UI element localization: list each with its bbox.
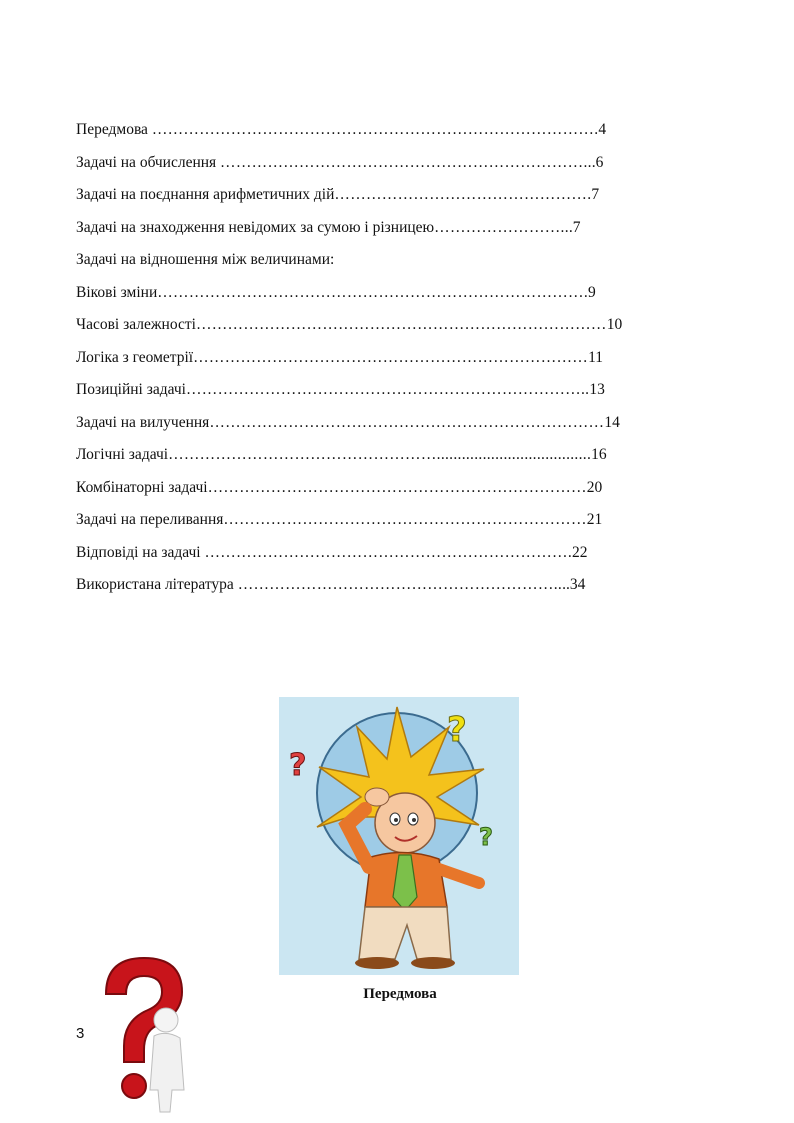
toc-leader: ………………………………………………………………… bbox=[193, 348, 589, 366]
toc-title: Задачі на переливання bbox=[76, 511, 224, 528]
toc-page: 7 bbox=[591, 186, 600, 203]
trousers-shape bbox=[359, 907, 451, 959]
toc-leader: …………………………………………………………………… bbox=[195, 316, 607, 333]
toc-leader: ……………………………………………………………. bbox=[204, 543, 573, 561]
toc-title: Задачі на відношення між величинами: bbox=[76, 251, 335, 268]
toc-title: Використана література bbox=[76, 576, 238, 593]
toc-leader: …………………………………………………………………………. bbox=[151, 121, 599, 138]
toc-page: 22 bbox=[572, 543, 588, 561]
toc-title: Позиційні задачі bbox=[76, 381, 186, 398]
thinking-boy-icon bbox=[279, 697, 519, 975]
arm-right bbox=[439, 869, 479, 883]
toc-entry[interactable] bbox=[76, 147, 716, 180]
toc-leader: …………………….. bbox=[434, 218, 569, 236]
illustration-caption: Передмова bbox=[363, 986, 437, 1002]
toc-leader: …………………………………………………………… bbox=[223, 511, 587, 528]
toc-leader: ………………………………………………………………… bbox=[209, 413, 605, 431]
toc-leader: ………………………………………………………………….. bbox=[185, 381, 590, 398]
toc-entry[interactable] bbox=[76, 114, 716, 147]
toc-page: .6 bbox=[591, 153, 604, 171]
page-number: 3 bbox=[76, 1025, 85, 1042]
toc-title: Вікові зміни bbox=[76, 283, 158, 301]
toc-title: Логічні задачі bbox=[76, 446, 169, 463]
toc-page: 11 bbox=[588, 348, 604, 366]
toc-title: Логіка з геометрії bbox=[76, 348, 194, 366]
toc-entry[interactable] bbox=[76, 504, 716, 537]
red-question-dot bbox=[122, 1074, 146, 1098]
toc-entry[interactable] bbox=[76, 537, 716, 570]
toc-page: 14 bbox=[604, 413, 620, 431]
toc-page: 10 bbox=[606, 316, 623, 333]
toc-page: 9 bbox=[588, 283, 596, 301]
toc-title: Задачі на обчислення bbox=[76, 153, 221, 171]
cartoon-illustration bbox=[279, 697, 519, 975]
pupil-left bbox=[394, 818, 398, 822]
toc-title: Часові залежності bbox=[76, 316, 196, 333]
toc-entry[interactable] bbox=[76, 472, 716, 505]
toc-entry[interactable] bbox=[76, 179, 716, 212]
toc-leader: …………………………………………. bbox=[334, 186, 592, 203]
toc-page: 20 bbox=[586, 478, 603, 496]
toc-title: Задачі на вилучення bbox=[76, 413, 210, 431]
figure-head bbox=[154, 1008, 178, 1032]
toc-page: 16 bbox=[591, 446, 607, 463]
question-mark-icon: ? bbox=[447, 710, 467, 750]
toc-entry[interactable] bbox=[76, 569, 716, 602]
toc-entry[interactable] bbox=[76, 407, 716, 440]
toc-title: Відповіді на задачі bbox=[76, 543, 205, 561]
toc-entry[interactable] bbox=[76, 342, 716, 375]
toc-page: 21 bbox=[586, 511, 603, 528]
toc-leader: ……………………………………………………………… bbox=[207, 478, 587, 496]
toc-entry[interactable] bbox=[76, 439, 716, 472]
shoe-left bbox=[355, 957, 399, 969]
shoe-right bbox=[411, 957, 455, 969]
question-figure-icon bbox=[88, 950, 198, 1118]
toc-leader: ………………………………………………………………………. bbox=[157, 283, 589, 301]
toc-page: .7 bbox=[568, 218, 581, 236]
toc-title: Комбінаторні задачі bbox=[76, 478, 208, 496]
pupil-right bbox=[412, 818, 416, 822]
toc-title: Передмова bbox=[76, 121, 152, 138]
toc-entry[interactable] bbox=[76, 277, 716, 310]
figure-body bbox=[150, 1033, 184, 1112]
toc-section-heading bbox=[76, 244, 716, 277]
toc-page: ..34 bbox=[562, 576, 586, 593]
toc-entry[interactable] bbox=[76, 374, 716, 407]
toc-entry[interactable] bbox=[76, 309, 716, 342]
question-mark-icon: ? bbox=[289, 748, 307, 783]
toc-page: 4 bbox=[598, 121, 607, 138]
toc-entry[interactable] bbox=[76, 212, 716, 245]
toc-page: 13 bbox=[589, 381, 605, 398]
table-of-contents bbox=[76, 114, 716, 602]
toc-title: Задачі на поєднання арифметичних дій bbox=[76, 186, 335, 203]
toc-title: Задачі на знаходження невідомих за сумою і різницею bbox=[76, 218, 435, 236]
toc-leader: …………………………………………………….. bbox=[237, 576, 563, 593]
question-mark-icon: ? bbox=[479, 823, 493, 851]
toc-leader: ……………………………………………..................................... bbox=[168, 446, 592, 463]
toc-leader: …………………………………………………………….. bbox=[220, 153, 592, 171]
